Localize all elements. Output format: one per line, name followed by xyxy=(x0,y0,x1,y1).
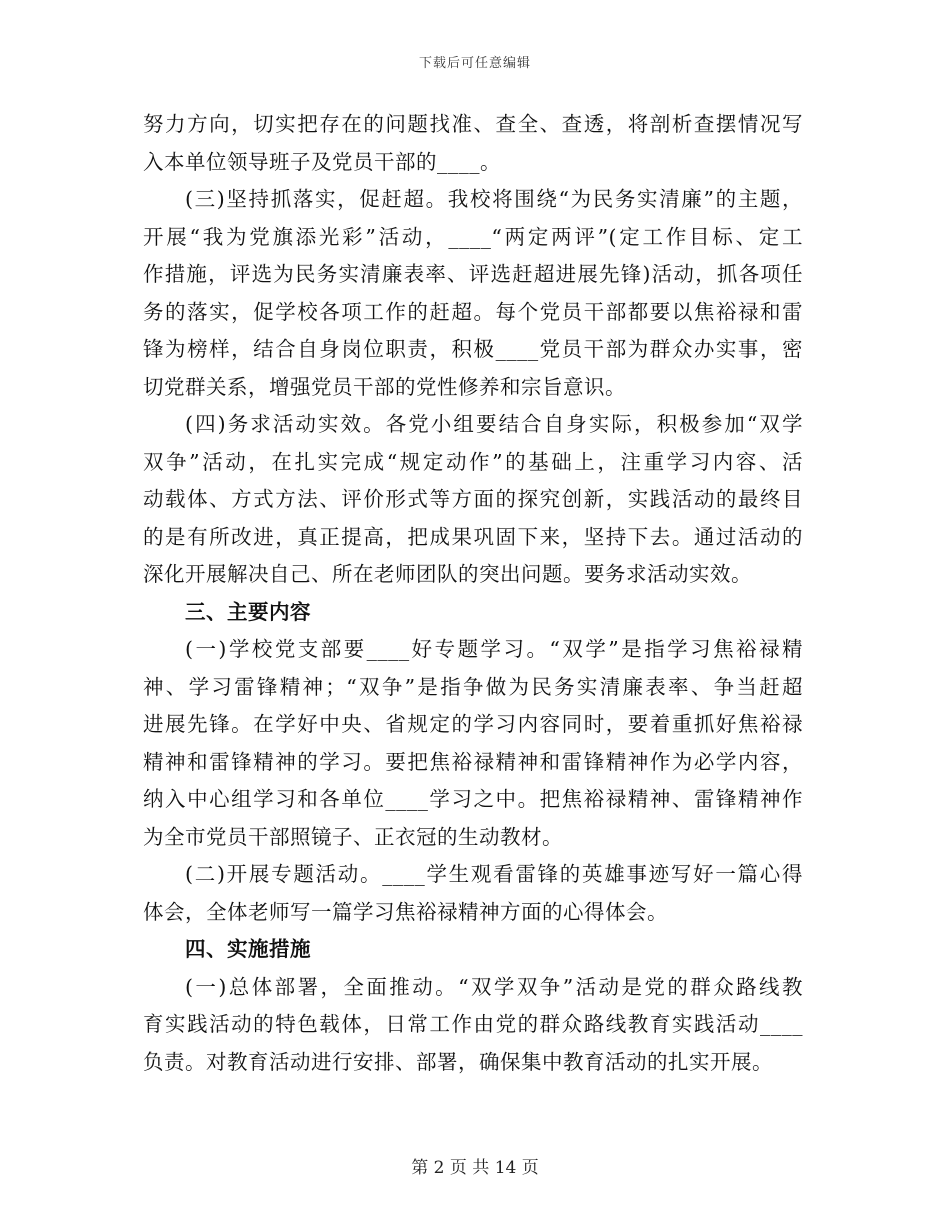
text-line: 育实践活动的特色载体，日常工作由党的群众路线教育实践活动____ xyxy=(143,1012,803,1036)
text-line: (四)务求活动实效。各党小组要结合自身实际，积极参加“双学 xyxy=(185,412,803,436)
text-line: 务的落实，促学校各项工作的赶超。每个党员干部都要以焦裕禄和雷 xyxy=(143,299,803,324)
page-number: 第 2 页 共 14 页 xyxy=(411,1158,539,1178)
text-line: 负责。对教育活动进行安排、部署，确保集中教育活动的扎实开展。 xyxy=(143,1049,773,1074)
section-heading: 三、主要内容 xyxy=(185,599,311,624)
text-line: 努力方向，切实把存在的问题找准、查全、查透，将剖析查摆情况写 xyxy=(143,112,803,136)
document-body xyxy=(143,106,803,1081)
page-header: 下载后可任意编辑 xyxy=(418,56,531,71)
text-line: 开展“我为党旗添光彩”活动，____“两定两评”(定工作目标、定工 xyxy=(143,224,803,249)
text-line: 深化开展解决自己、所在老师团队的突出问题。要务求活动实效。 xyxy=(143,562,752,586)
text-line: 精神和雷锋精神的学习。要把焦裕禄精神和雷锋精神作为必学内容， xyxy=(143,749,803,774)
text-line: (一)总体部署，全面推动。“双学双争”活动是党的群众路线教 xyxy=(185,974,803,999)
text-line: 切党群关系，增强党员干部的党性修养和宗旨意识。 xyxy=(143,374,626,399)
text-line: 的是有所改进，真正提高，把成果巩固下来，坚持下去。通过活动的 xyxy=(143,524,803,549)
text-line: (二)开展专题活动。____学生观看雷锋的英雄事迹写好一篇心得 xyxy=(185,862,803,886)
section-heading: 四、实施措施 xyxy=(185,937,311,961)
text-line: (一)学校党支部要____好专题学习。“双学”是指学习焦裕禄精 xyxy=(185,637,803,661)
text-line: 双争”活动，在扎实完成“规定动作”的基础上，注重学习内容、活 xyxy=(143,449,803,474)
text-line: 体会，全体老师写一篇学习焦裕禄精神方面的心得体会。 xyxy=(143,899,668,924)
text-line: 动载体、方式方法、评价形式等方面的探究创新，实践活动的最终目 xyxy=(143,487,803,511)
text-line: (三)坚持抓落实，促赶超。我校将围绕“为民务实清廉”的主题， xyxy=(185,187,803,211)
text-line: 入本单位领导班子及党员干部的____。 xyxy=(143,149,501,174)
text-line: 为全市党员干部照镜子、正衣冠的生动教材。 xyxy=(143,824,563,849)
text-line: 进展先锋。在学好中央、省规定的学习内容同时，要着重抓好焦裕禄 xyxy=(143,712,803,736)
text-line: 神、学习雷锋精神；“双争”是指争做为民务实清廉表率、争当赶超 xyxy=(143,674,803,699)
text-line: 纳入中心组学习和各单位____学习之中。把焦裕禄精神、雷锋精神作 xyxy=(143,787,803,811)
text-line: 锋为榜样，结合自身岗位职责，积极____党员干部为群众办实事，密 xyxy=(143,337,803,361)
text-line: 作措施，评选为民务实清廉表率、评选赶超进展先锋)活动，抓各项任 xyxy=(143,262,803,286)
